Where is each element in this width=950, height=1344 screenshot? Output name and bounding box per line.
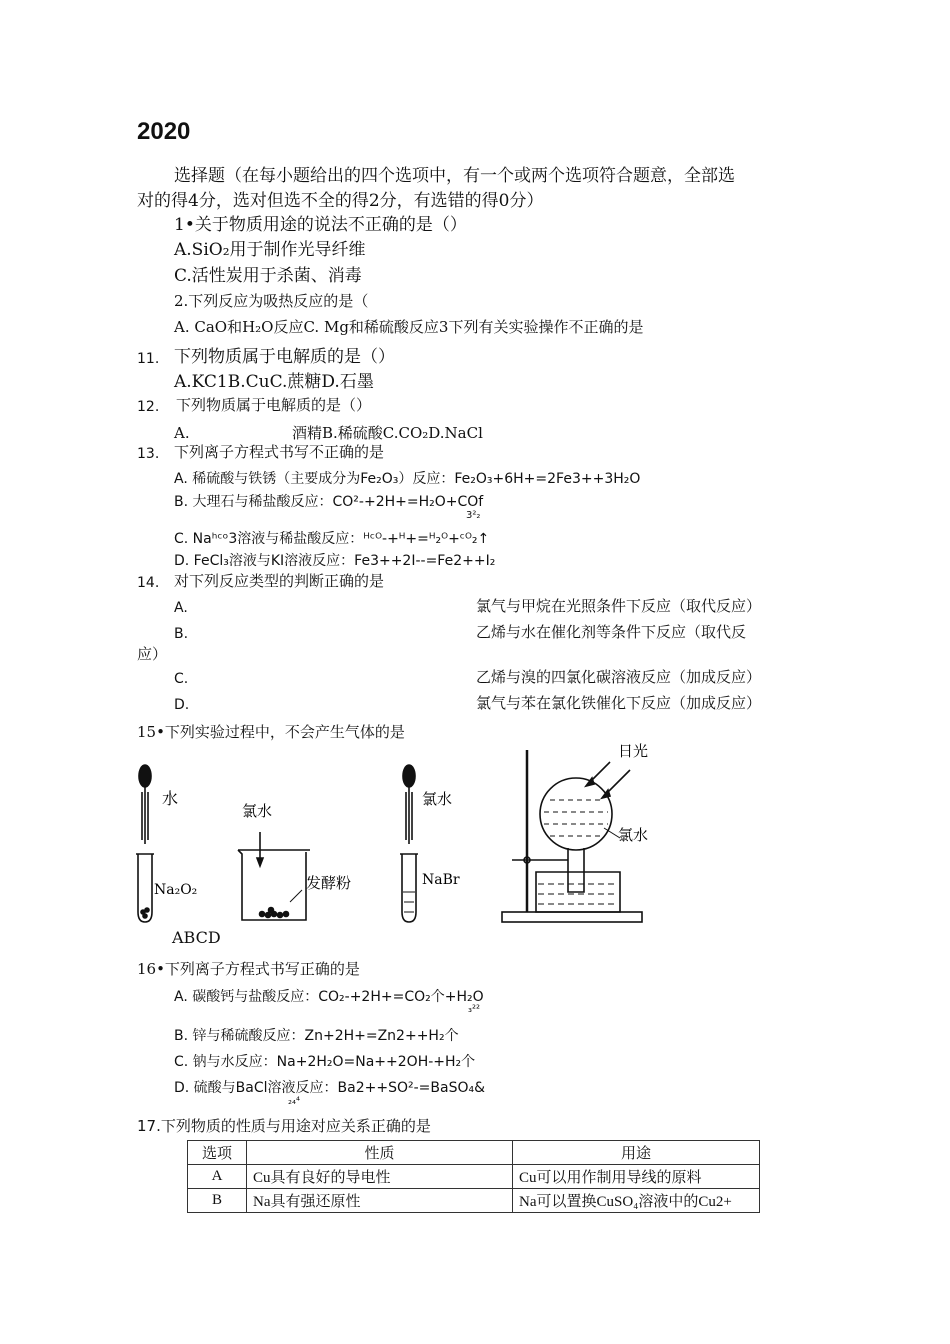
table-header-property: 性质 bbox=[247, 1141, 513, 1165]
q13-option-c: C. Naʰᶜᵒ3溶液与稀盐酸反应：ᴴᶜᴼ-+ᴴ+=ᴴ₂ᴼ+ᶜᴼ₂↑ bbox=[174, 531, 490, 547]
q2-stem: 2.下列反应为吸热反应的是（ bbox=[174, 292, 369, 310]
q2-options: A. CaO和H₂O反应C. Mg和稀硫酸反应3下列有关实验操作不正确的是 bbox=[174, 318, 644, 336]
q16-option-c: C. 钠与水反应：Na+2H₂O=Na++2OH-+H₂个 bbox=[174, 1054, 476, 1070]
label-nabr: NaBr bbox=[422, 872, 460, 888]
q14-label-c: C. bbox=[174, 671, 189, 687]
q12-options: 酒精B.稀硫酸C.CO₂D.NaCl bbox=[292, 424, 483, 442]
q14-label-a: A. bbox=[174, 600, 188, 616]
table-cell-option: B bbox=[188, 1189, 247, 1213]
q16-option-b: B. 锌与稀硫酸反应：Zn+2H+=Zn2++H₂个 bbox=[174, 1028, 459, 1044]
q1-option-c: C.活性炭用于杀菌、消毒 bbox=[174, 266, 362, 286]
q14-option-c: 乙烯与溴的四氯化碳溶液反应（加成反应） bbox=[476, 668, 762, 686]
table-cell-property: Na具有强还原性 bbox=[247, 1189, 513, 1213]
q14-option-b: 乙烯与水在催化剂等条件下反应（取代反 bbox=[476, 623, 747, 641]
q14-label-b: B. bbox=[174, 626, 189, 642]
q14-label-d: D. bbox=[174, 697, 190, 713]
apparatus-b bbox=[238, 832, 310, 920]
label-chlorine-water-c: 氯水 bbox=[422, 790, 453, 808]
q14-stem: 对下列反应类型的判断正确的是 bbox=[174, 572, 385, 590]
label-chlorine-water-b: 氯水 bbox=[242, 802, 273, 820]
page-title: 2020 bbox=[137, 118, 191, 145]
table-header-option: 选项 bbox=[188, 1141, 247, 1165]
q15-apparatus-figure bbox=[130, 742, 650, 928]
table-row bbox=[188, 1165, 760, 1189]
q13-option-b: B. 大理石与稀盐酸反应：CO²-+2H+=H₂O+COf bbox=[174, 494, 484, 510]
q11-options: A.KC1B.CuC.蔗糖D.石墨 bbox=[174, 372, 374, 392]
q12-label-a: A. bbox=[174, 424, 190, 442]
q17-table bbox=[187, 1140, 760, 1213]
q17-stem: 17.下列物质的性质与用途对应关系正确的是 bbox=[137, 1117, 431, 1135]
apparatus-c bbox=[400, 765, 418, 922]
q14-number: 14. bbox=[137, 575, 160, 591]
q13-option-b-subscript: 3²₂ bbox=[466, 510, 481, 521]
q15-options: ABCD bbox=[172, 928, 221, 947]
q13-option-a: A. 稀硫酸与铁锈（主要成分为Fe₂O₃）反应：Fe₂O₃+6H+=2Fe3++3H₂O bbox=[174, 471, 641, 487]
q14-option-d: 氯气与苯在氯化铁催化下反应（加成反应） bbox=[476, 694, 762, 712]
table-header-use: 用途 bbox=[513, 1141, 760, 1165]
table-cell-option: A bbox=[188, 1165, 247, 1189]
q13-stem: 下列离子方程式书写不正确的是 bbox=[174, 443, 385, 461]
q11-number: 11. bbox=[137, 351, 160, 367]
label-sunlight: 日光 bbox=[618, 742, 649, 760]
label-chlorine-water-d: 氯水 bbox=[618, 826, 649, 844]
q16-option-a-subscript: ₃²² bbox=[468, 1004, 481, 1015]
q14-option-b-continuation: 应） bbox=[137, 645, 168, 663]
q13-number: 13. bbox=[137, 446, 160, 462]
table-header-row bbox=[188, 1141, 760, 1165]
q16-option-d-subscript: ₂₄⁴ bbox=[288, 1096, 301, 1107]
q12-number: 12. bbox=[137, 399, 160, 415]
q11-stem: 下列物质属于电解质的是（） bbox=[174, 347, 395, 367]
label-na2o2: Na₂O₂ bbox=[154, 882, 198, 898]
q13-option-d: D. FeCl₃溶液与KI溶液反应：Fe3++2I--=Fe2++I₂ bbox=[174, 553, 496, 569]
table-row bbox=[188, 1189, 760, 1213]
q16-stem: 16•下列离子方程式书写正确的是 bbox=[137, 960, 360, 978]
apparatus-a bbox=[136, 765, 154, 922]
q1-stem: 1•关于物质用途的说法不正确的是（） bbox=[174, 215, 467, 235]
intro-line-2: 对的得4分，选对但选不全的得2分，有选错的得0分） bbox=[137, 191, 544, 211]
q12-stem: 下列物质属于电解质的是（） bbox=[176, 396, 372, 414]
intro-line-1: 选择题（在每小题给出的四个选项中，有一个或两个选项符合题意，全部选 bbox=[174, 166, 735, 186]
label-water: 水 bbox=[162, 789, 179, 808]
table-cell-property: Cu具有良好的导电性 bbox=[247, 1165, 513, 1189]
q15-stem: 15•下列实验过程中，不会产生气体的是 bbox=[137, 723, 405, 741]
q14-option-a: 氯气与甲烷在光照条件下反应（取代反应） bbox=[476, 597, 762, 615]
label-yeast: 发酵粉 bbox=[306, 874, 352, 892]
q16-option-a: A. 碳酸钙与盐酸反应：CO₂-+2H+=CO₂个+H₂O bbox=[174, 989, 484, 1005]
q1-option-a: A.SiO₂用于制作光导纤维 bbox=[174, 240, 366, 260]
q16-option-d: D. 硫酸与BaCl溶液反应：Ba2++SO²-=BaSO₄& bbox=[174, 1080, 486, 1096]
table-cell-use: Cu可以用作制用导线的原料 bbox=[513, 1165, 760, 1189]
table-cell-use: Na可以置换CuSO₄溶液中的Cu2+ bbox=[513, 1189, 760, 1213]
